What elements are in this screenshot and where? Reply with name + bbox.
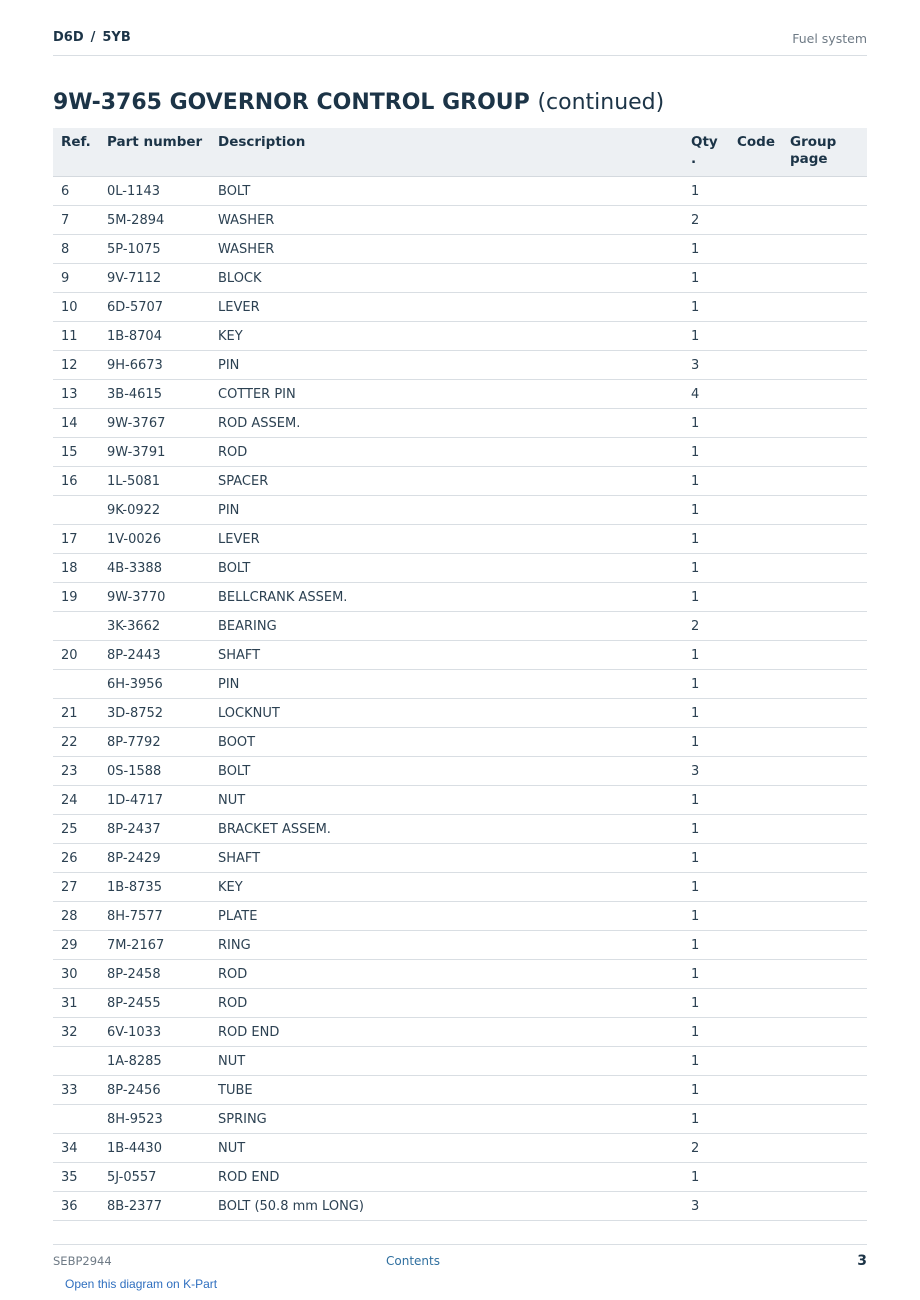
- ref-cell: 15: [53, 438, 99, 467]
- code-cell: [729, 467, 782, 496]
- qty-cell: 1: [683, 641, 729, 670]
- table-row: [53, 844, 867, 873]
- part-number-cell: 1B-8735: [99, 873, 210, 902]
- ref-cell: 14: [53, 409, 99, 438]
- table-row: [53, 786, 867, 815]
- table-row: [53, 1047, 867, 1076]
- code-cell: [729, 206, 782, 235]
- ref-cell: 35: [53, 1163, 99, 1192]
- code-cell: [729, 264, 782, 293]
- description-cell: WASHER: [210, 235, 683, 264]
- page-title: [53, 90, 664, 115]
- ref-cell: 31: [53, 989, 99, 1018]
- ref-cell: 27: [53, 873, 99, 902]
- description-cell: NUT: [210, 786, 683, 815]
- group-page-cell: [782, 1076, 867, 1105]
- qty-cell: 1: [683, 873, 729, 902]
- qty-cell: 1: [683, 1105, 729, 1134]
- part-number-cell: 9W-3770: [99, 583, 210, 612]
- part-number-cell: 9W-3767: [99, 409, 210, 438]
- qty-cell: 1: [683, 467, 729, 496]
- code-cell: [729, 641, 782, 670]
- model-serial: [53, 30, 131, 45]
- code-cell: [729, 815, 782, 844]
- code-cell: [729, 351, 782, 380]
- group-page-cell: [782, 989, 867, 1018]
- group-page-cell: [782, 1134, 867, 1163]
- table-row: [53, 960, 867, 989]
- qty-cell: 1: [683, 1163, 729, 1192]
- group-page-cell: [782, 1018, 867, 1047]
- code-cell: [729, 786, 782, 815]
- qty-cell: 2: [683, 1134, 729, 1163]
- table-row: [53, 206, 867, 235]
- table-row: [53, 670, 867, 699]
- part-number-cell: 8H-9523: [99, 1105, 210, 1134]
- table-row: [53, 438, 867, 467]
- group-page-cell: [782, 409, 867, 438]
- group-page-cell: [782, 235, 867, 264]
- ref-cell: 25: [53, 815, 99, 844]
- qty-cell: 1: [683, 902, 729, 931]
- qty-cell: 1: [683, 1047, 729, 1076]
- code-cell: [729, 612, 782, 641]
- qty-cell: 1: [683, 264, 729, 293]
- table-row: [53, 931, 867, 960]
- table-row: [53, 1163, 867, 1192]
- group-page-cell: [782, 786, 867, 815]
- description-cell: PIN: [210, 351, 683, 380]
- ref-cell: 24: [53, 786, 99, 815]
- group-page-cell: [782, 873, 867, 902]
- code-cell: [729, 1134, 782, 1163]
- group-page-cell: [782, 206, 867, 235]
- document-id: SEBP2944: [53, 1254, 112, 1268]
- group-page-cell: [782, 1047, 867, 1076]
- qty-cell: 1: [683, 1018, 729, 1047]
- section-name: Fuel system: [792, 31, 867, 46]
- table-row: [53, 235, 867, 264]
- group-page-cell: [782, 525, 867, 554]
- description-cell: BLOCK: [210, 264, 683, 293]
- qty-cell: 1: [683, 699, 729, 728]
- code-cell: [729, 1076, 782, 1105]
- table-row: [53, 873, 867, 902]
- ref-cell: 17: [53, 525, 99, 554]
- ref-cell: 19: [53, 583, 99, 612]
- code-cell: [729, 293, 782, 322]
- col-group-header: Group page: [782, 128, 867, 177]
- qty-cell: 1: [683, 322, 729, 351]
- table-row: [53, 496, 867, 525]
- qty-cell: 3: [683, 1192, 729, 1221]
- code-cell: [729, 757, 782, 786]
- qty-cell: 1: [683, 177, 729, 206]
- ref-cell: 18: [53, 554, 99, 583]
- group-page-cell: [782, 612, 867, 641]
- description-cell: PIN: [210, 670, 683, 699]
- description-cell: COTTER PIN: [210, 380, 683, 409]
- part-number-cell: 1L-5081: [99, 467, 210, 496]
- ref-cell: 29: [53, 931, 99, 960]
- ref-cell: 22: [53, 728, 99, 757]
- code-cell: [729, 1163, 782, 1192]
- group-page-cell: [782, 554, 867, 583]
- code-cell: [729, 235, 782, 264]
- group-page-cell: [782, 670, 867, 699]
- table-row: [53, 1134, 867, 1163]
- ref-cell: 11: [53, 322, 99, 351]
- ref-cell: 34: [53, 1134, 99, 1163]
- model-code: D6D: [53, 30, 84, 45]
- qty-cell: 1: [683, 496, 729, 525]
- part-number-cell: 5M-2894: [99, 206, 210, 235]
- description-cell: WASHER: [210, 206, 683, 235]
- part-number-cell: 1B-8704: [99, 322, 210, 351]
- description-cell: ROD ASSEM.: [210, 409, 683, 438]
- description-cell: SPACER: [210, 467, 683, 496]
- code-cell: [729, 438, 782, 467]
- ref-cell: 16: [53, 467, 99, 496]
- table-row: [53, 293, 867, 322]
- part-number-cell: 3D-8752: [99, 699, 210, 728]
- part-number-cell: 9K-0922: [99, 496, 210, 525]
- qty-cell: 1: [683, 1076, 729, 1105]
- code-cell: [729, 699, 782, 728]
- code-cell: [729, 380, 782, 409]
- description-cell: BEARING: [210, 612, 683, 641]
- part-number-cell: 8B-2377: [99, 1192, 210, 1221]
- part-number-cell: 3B-4615: [99, 380, 210, 409]
- part-number-cell: 5J-0557: [99, 1163, 210, 1192]
- ref-cell: 32: [53, 1018, 99, 1047]
- qty-cell: 1: [683, 931, 729, 960]
- qty-cell: 2: [683, 612, 729, 641]
- group-page-cell: [782, 380, 867, 409]
- part-number-cell: 8P-2455: [99, 989, 210, 1018]
- part-number-cell: 5P-1075: [99, 235, 210, 264]
- ref-cell: 9: [53, 264, 99, 293]
- description-cell: RING: [210, 931, 683, 960]
- part-number-cell: 0L-1143: [99, 177, 210, 206]
- group-page-cell: [782, 293, 867, 322]
- description-cell: ROD: [210, 989, 683, 1018]
- parts-table-body: [53, 177, 867, 1221]
- description-cell: TUBE: [210, 1076, 683, 1105]
- table-row: [53, 177, 867, 206]
- qty-cell: 1: [683, 438, 729, 467]
- description-cell: LEVER: [210, 293, 683, 322]
- group-page-cell: [782, 264, 867, 293]
- qty-cell: 1: [683, 293, 729, 322]
- description-cell: SPRING: [210, 1105, 683, 1134]
- description-cell: BOLT: [210, 177, 683, 206]
- description-cell: ROD: [210, 438, 683, 467]
- qty-cell: 1: [683, 844, 729, 873]
- ref-cell: 12: [53, 351, 99, 380]
- ref-cell: [53, 1105, 99, 1134]
- part-number-cell: 8P-2429: [99, 844, 210, 873]
- table-row: [53, 1018, 867, 1047]
- ref-cell: 36: [53, 1192, 99, 1221]
- part-number-cell: 4B-3388: [99, 554, 210, 583]
- group-page-cell: [782, 757, 867, 786]
- code-cell: [729, 728, 782, 757]
- group-page-cell: [782, 931, 867, 960]
- page-number: 3: [857, 1253, 867, 1269]
- code-cell: [729, 1105, 782, 1134]
- group-page-cell: [782, 728, 867, 757]
- group-page-cell: [782, 438, 867, 467]
- description-cell: BOOT: [210, 728, 683, 757]
- code-cell: [729, 1192, 782, 1221]
- description-cell: SHAFT: [210, 844, 683, 873]
- description-cell: KEY: [210, 322, 683, 351]
- qty-cell: 1: [683, 989, 729, 1018]
- part-number-cell: 1B-4430: [99, 1134, 210, 1163]
- group-page-cell: [782, 844, 867, 873]
- qty-cell: 1: [683, 554, 729, 583]
- table-row: [53, 1192, 867, 1221]
- description-cell: BOLT: [210, 757, 683, 786]
- group-page-cell: [782, 1163, 867, 1192]
- part-number-cell: 9H-6673: [99, 351, 210, 380]
- col-code-header: Code: [729, 128, 782, 177]
- part-number-cell: 1A-8285: [99, 1047, 210, 1076]
- qty-cell: 1: [683, 728, 729, 757]
- kpart-link[interactable]: Open this diagram on K-Part: [65, 1277, 218, 1291]
- table-row: [53, 583, 867, 612]
- table-row: [53, 1105, 867, 1134]
- table-row: [53, 380, 867, 409]
- group-page-cell: [782, 496, 867, 525]
- ref-cell: 8: [53, 235, 99, 264]
- table-row: [53, 902, 867, 931]
- code-cell: [729, 960, 782, 989]
- table-row: [53, 409, 867, 438]
- part-number-cell: 3K-3662: [99, 612, 210, 641]
- continued-label: (continued): [537, 90, 665, 115]
- code-cell: [729, 989, 782, 1018]
- qty-cell: 1: [683, 235, 729, 264]
- code-cell: [729, 583, 782, 612]
- qty-cell: 1: [683, 960, 729, 989]
- code-cell: [729, 554, 782, 583]
- model-separator: /: [90, 30, 96, 45]
- ref-cell: 33: [53, 1076, 99, 1105]
- part-number-cell: 1V-0026: [99, 525, 210, 554]
- table-row: [53, 641, 867, 670]
- col-qty-header: Qty .: [683, 128, 729, 177]
- group-page-cell: [782, 815, 867, 844]
- col-desc-header: Description: [210, 128, 683, 177]
- code-cell: [729, 1018, 782, 1047]
- group-page-cell: [782, 902, 867, 931]
- group-page-cell: [782, 1105, 867, 1134]
- part-number-cell: 8H-7577: [99, 902, 210, 931]
- ref-cell: [53, 496, 99, 525]
- qty-cell: 2: [683, 206, 729, 235]
- ref-cell: [53, 612, 99, 641]
- contents-link[interactable]: Contents: [386, 1254, 440, 1268]
- description-cell: BELLCRANK ASSEM.: [210, 583, 683, 612]
- part-number-cell: 9W-3791: [99, 438, 210, 467]
- ref-cell: 6: [53, 177, 99, 206]
- code-cell: [729, 409, 782, 438]
- table-header-row: [53, 128, 867, 177]
- group-page-cell: [782, 699, 867, 728]
- group-page-cell: [782, 322, 867, 351]
- code-cell: [729, 670, 782, 699]
- code-cell: [729, 1047, 782, 1076]
- ref-cell: [53, 1047, 99, 1076]
- part-number-cell: 1D-4717: [99, 786, 210, 815]
- parts-table: [53, 128, 867, 1221]
- table-row: [53, 1076, 867, 1105]
- ref-cell: 26: [53, 844, 99, 873]
- description-cell: ROD: [210, 960, 683, 989]
- page-header: [53, 28, 867, 56]
- part-number-cell: 6H-3956: [99, 670, 210, 699]
- code-cell: [729, 873, 782, 902]
- qty-cell: 3: [683, 351, 729, 380]
- description-cell: PIN: [210, 496, 683, 525]
- description-cell: PLATE: [210, 902, 683, 931]
- description-cell: LEVER: [210, 525, 683, 554]
- part-number-cell: 0S-1588: [99, 757, 210, 786]
- description-cell: BOLT (50.8 mm LONG): [210, 1192, 683, 1221]
- table-row: [53, 815, 867, 844]
- col-ref-header: Ref.: [53, 128, 99, 177]
- description-cell: NUT: [210, 1047, 683, 1076]
- qty-cell: 1: [683, 525, 729, 554]
- code-cell: [729, 177, 782, 206]
- group-title: 9W-3765 GOVERNOR CONTROL GROUP: [53, 90, 530, 115]
- ref-cell: 21: [53, 699, 99, 728]
- ref-cell: 7: [53, 206, 99, 235]
- qty-cell: 1: [683, 670, 729, 699]
- ref-cell: 20: [53, 641, 99, 670]
- code-cell: [729, 902, 782, 931]
- serial-prefix: 5YB: [102, 30, 131, 45]
- description-cell: BRACKET ASSEM.: [210, 815, 683, 844]
- part-number-cell: 9V-7112: [99, 264, 210, 293]
- code-cell: [729, 931, 782, 960]
- description-cell: NUT: [210, 1134, 683, 1163]
- ref-cell: [53, 670, 99, 699]
- part-number-cell: 6D-5707: [99, 293, 210, 322]
- table-row: [53, 554, 867, 583]
- qty-cell: 4: [683, 380, 729, 409]
- col-part-header: Part number: [99, 128, 210, 177]
- table-row: [53, 525, 867, 554]
- group-page-cell: [782, 177, 867, 206]
- description-cell: BOLT: [210, 554, 683, 583]
- part-number-cell: 7M-2167: [99, 931, 210, 960]
- code-cell: [729, 322, 782, 351]
- qty-cell: 1: [683, 409, 729, 438]
- ref-cell: 28: [53, 902, 99, 931]
- table-row: [53, 728, 867, 757]
- part-number-cell: 8P-2458: [99, 960, 210, 989]
- ref-cell: 10: [53, 293, 99, 322]
- ref-cell: 23: [53, 757, 99, 786]
- table-row: [53, 699, 867, 728]
- qty-cell: 3: [683, 757, 729, 786]
- group-page-cell: [782, 351, 867, 380]
- group-page-cell: [782, 583, 867, 612]
- part-number-cell: 6V-1033: [99, 1018, 210, 1047]
- ref-cell: 13: [53, 380, 99, 409]
- description-cell: SHAFT: [210, 641, 683, 670]
- table-row: [53, 467, 867, 496]
- part-number-cell: 8P-2443: [99, 641, 210, 670]
- qty-cell: 1: [683, 786, 729, 815]
- part-number-cell: 8P-2437: [99, 815, 210, 844]
- table-row: [53, 322, 867, 351]
- ref-cell: 30: [53, 960, 99, 989]
- part-number-cell: 8P-7792: [99, 728, 210, 757]
- table-row: [53, 989, 867, 1018]
- description-cell: LOCKNUT: [210, 699, 683, 728]
- group-page-cell: [782, 641, 867, 670]
- part-number-cell: 8P-2456: [99, 1076, 210, 1105]
- description-cell: ROD END: [210, 1163, 683, 1192]
- table-row: [53, 264, 867, 293]
- page-footer: [53, 1244, 867, 1275]
- qty-cell: 1: [683, 815, 729, 844]
- code-cell: [729, 496, 782, 525]
- group-page-cell: [782, 467, 867, 496]
- table-row: [53, 612, 867, 641]
- description-cell: ROD END: [210, 1018, 683, 1047]
- code-cell: [729, 525, 782, 554]
- group-page-cell: [782, 960, 867, 989]
- group-page-cell: [782, 1192, 867, 1221]
- code-cell: [729, 844, 782, 873]
- description-cell: KEY: [210, 873, 683, 902]
- qty-cell: 1: [683, 583, 729, 612]
- table-row: [53, 757, 867, 786]
- table-row: [53, 351, 867, 380]
